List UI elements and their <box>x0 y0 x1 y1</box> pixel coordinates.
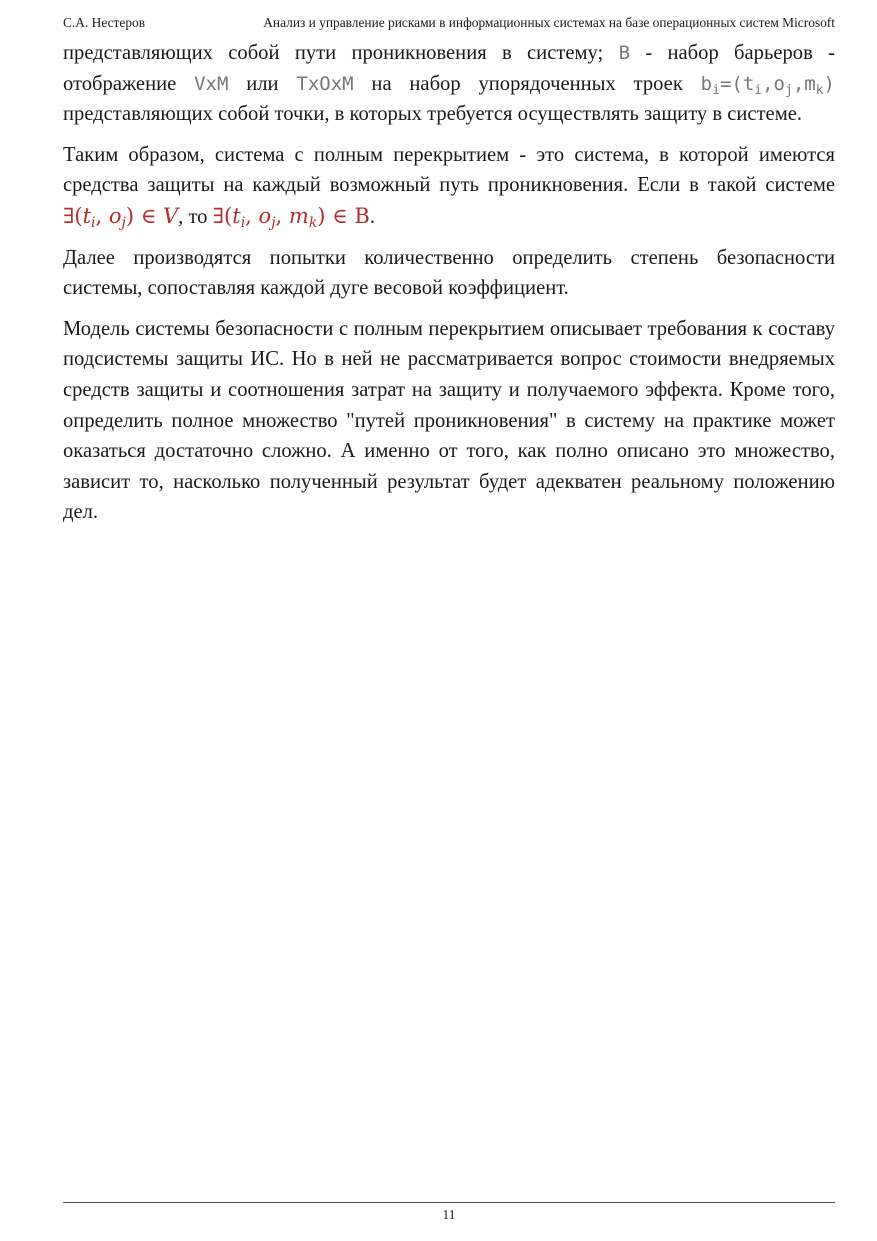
page-number: 11 <box>442 1207 456 1222</box>
paragraph-model-summary: Модель системы безопасности с полным перекрытием описывает требования к составу подсистемы защиты ИС. Но в ней не рассматривается вопрос стоимости внедряемых средств защиты и соотношения затрат на защиту и получаемого эффекта. Кроме того, определить полное множество "путей проникновения" в систему на практике может оказаться достаточно сложно. А именно от того, как полно описано это множество, зависит то, насколько полученный результат будет адекватен реальному положению дел. <box>63 317 835 524</box>
text: на набор упорядоченных троек <box>353 72 701 95</box>
code-VxM: VxM <box>194 72 229 95</box>
paragraph-barriers <box>63 38 835 130</box>
text: , то <box>178 205 213 228</box>
text: или <box>228 72 297 95</box>
text: Таким образом, система с полным перекрытием - это система, в которой имеются средства защиты на каждый возможный путь проникновения. Если в такой системе <box>63 143 835 197</box>
page-body <box>63 38 835 528</box>
paragraph-weights: Далее производятся попытки количественно определить степень безопасности системы, сопоставляя каждой дуге весовой коэффициент. <box>63 246 835 300</box>
text: - набор барьеров - отображение <box>63 42 835 95</box>
text: представляющих собой точки, в которых требуется осуществлять защиту в системе. <box>63 103 803 126</box>
text: . <box>369 205 375 228</box>
header-title: Анализ и управление рисками в информационных системах на базе операционных систем Microsoft <box>263 15 835 30</box>
page-header <box>63 15 835 37</box>
header-author: С.А. Нестеров <box>63 15 146 30</box>
footer-divider <box>63 1202 835 1203</box>
code-TxOxM: TxOxM <box>296 72 354 95</box>
formula-exists-in-V: $\exists(t_i$, $o_j$) ∈ V <box>63 203 179 231</box>
code-triple: $b_i=(t_i,o_j,m_k)$ <box>700 72 835 98</box>
paragraph-full-overlap <box>63 140 835 233</box>
formula-exists-in-B: $\exists(t_i$, $o_j$, $m_k$) ∈ B <box>212 203 370 231</box>
text: представляющих собой пути проникновения в систему; <box>63 42 619 64</box>
code-B: B <box>618 42 631 64</box>
